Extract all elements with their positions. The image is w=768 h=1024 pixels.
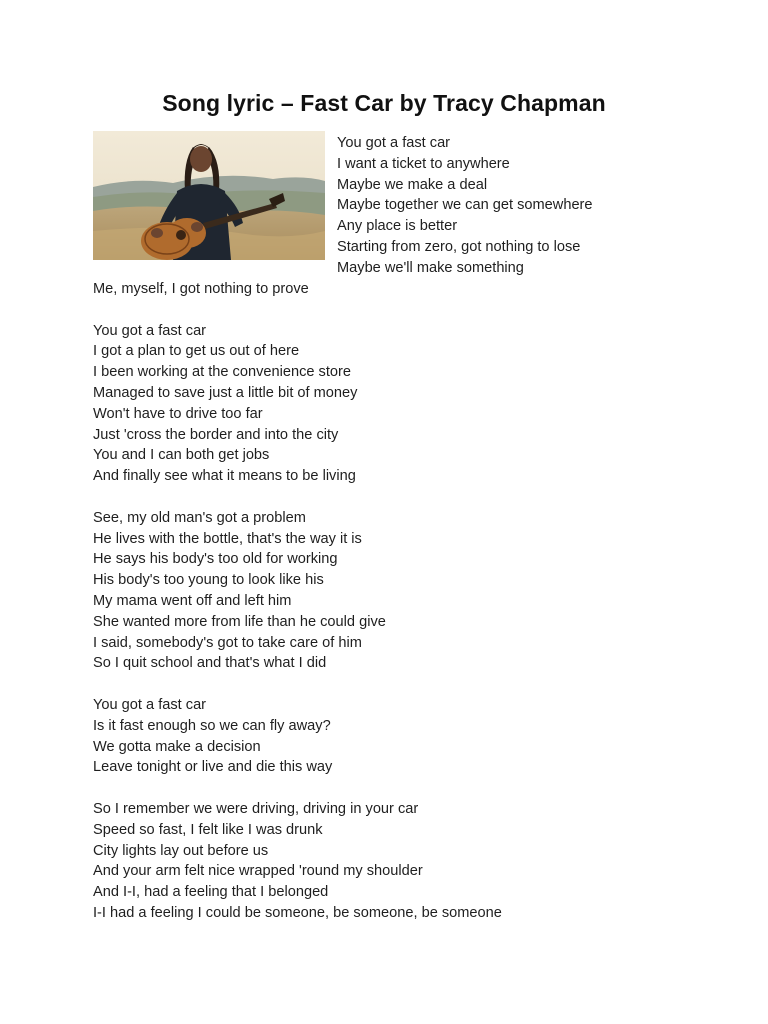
lyric-line: His body's too young to look like his: [93, 572, 324, 589]
lyric-line: City lights lay out before us: [93, 842, 269, 859]
stanza-5: [93, 799, 502, 924]
lyric-line: And I-I, had a feeling that I belonged: [93, 884, 329, 901]
artist-photo: [93, 131, 325, 260]
lyric-line: Speed so fast, I felt like I was drunk: [93, 821, 323, 838]
lyric-line: And finally see what it means to be living: [93, 468, 356, 485]
page-title: Song lyric – Fast Car by Tracy Chapman: [162, 90, 606, 116]
lyric-line: I got a plan to get us out of here: [93, 343, 300, 360]
lyric-line: Won't have to drive too far: [93, 405, 263, 422]
lyric-line: Managed to save just a little bit of money: [93, 384, 358, 401]
lyric-line: I-I had a feeling I could be someone, be someone, be someone: [93, 904, 502, 921]
stanza-4: [93, 695, 502, 778]
lyric-line: Just 'cross the border and into the city: [93, 426, 339, 443]
lyric-line: He lives with the bottle, that's the way it is: [93, 530, 362, 547]
lyric-line: You got a fast car: [93, 322, 207, 339]
stanza-1: [93, 279, 502, 300]
lyric-line: We gotta make a decision: [93, 738, 261, 755]
lyric-line: Maybe we make a deal: [337, 176, 488, 193]
lyrics-body: [93, 279, 502, 945]
lyric-line: See, my old man's got a problem: [93, 509, 306, 526]
stanza-3: [93, 508, 502, 674]
lyric-line: He says his body's too old for working: [93, 551, 338, 568]
stanza-2: [93, 321, 502, 487]
lyric-line: Leave tonight or live and die this way: [93, 759, 333, 776]
lyric-line: Me, myself, I got nothing to prove: [93, 281, 309, 297]
lyric-line: My mama went off and left him: [93, 592, 292, 609]
lyric-line: So I remember we were driving, driving in your car: [93, 800, 419, 817]
lyric-line: Is it fast enough so we can fly away?: [93, 717, 331, 734]
lyric-line: So I quit school and that's what I did: [93, 655, 327, 672]
lyric-line: Maybe together we can get somewhere: [337, 197, 593, 214]
lyric-line: She wanted more from life than he could give: [93, 613, 386, 630]
lyric-line: You and I can both get jobs: [93, 447, 270, 464]
lyric-line: I been working at the convenience store: [93, 364, 351, 381]
lyric-line: I said, somebody's got to take care of him: [93, 634, 362, 651]
lyrics-intro: [337, 133, 593, 279]
lyric-line: You got a fast car: [337, 135, 451, 151]
lyric-line: Maybe we'll make something: [337, 259, 524, 276]
lyric-line: Any place is better: [337, 218, 458, 235]
lyric-line: I want a ticket to anywhere: [337, 155, 510, 172]
lyric-line: Starting from zero, got nothing to lose: [337, 238, 581, 255]
lyric-line: And your arm felt nice wrapped 'round my shoulder: [93, 863, 423, 880]
lyric-line: You got a fast car: [93, 696, 207, 713]
